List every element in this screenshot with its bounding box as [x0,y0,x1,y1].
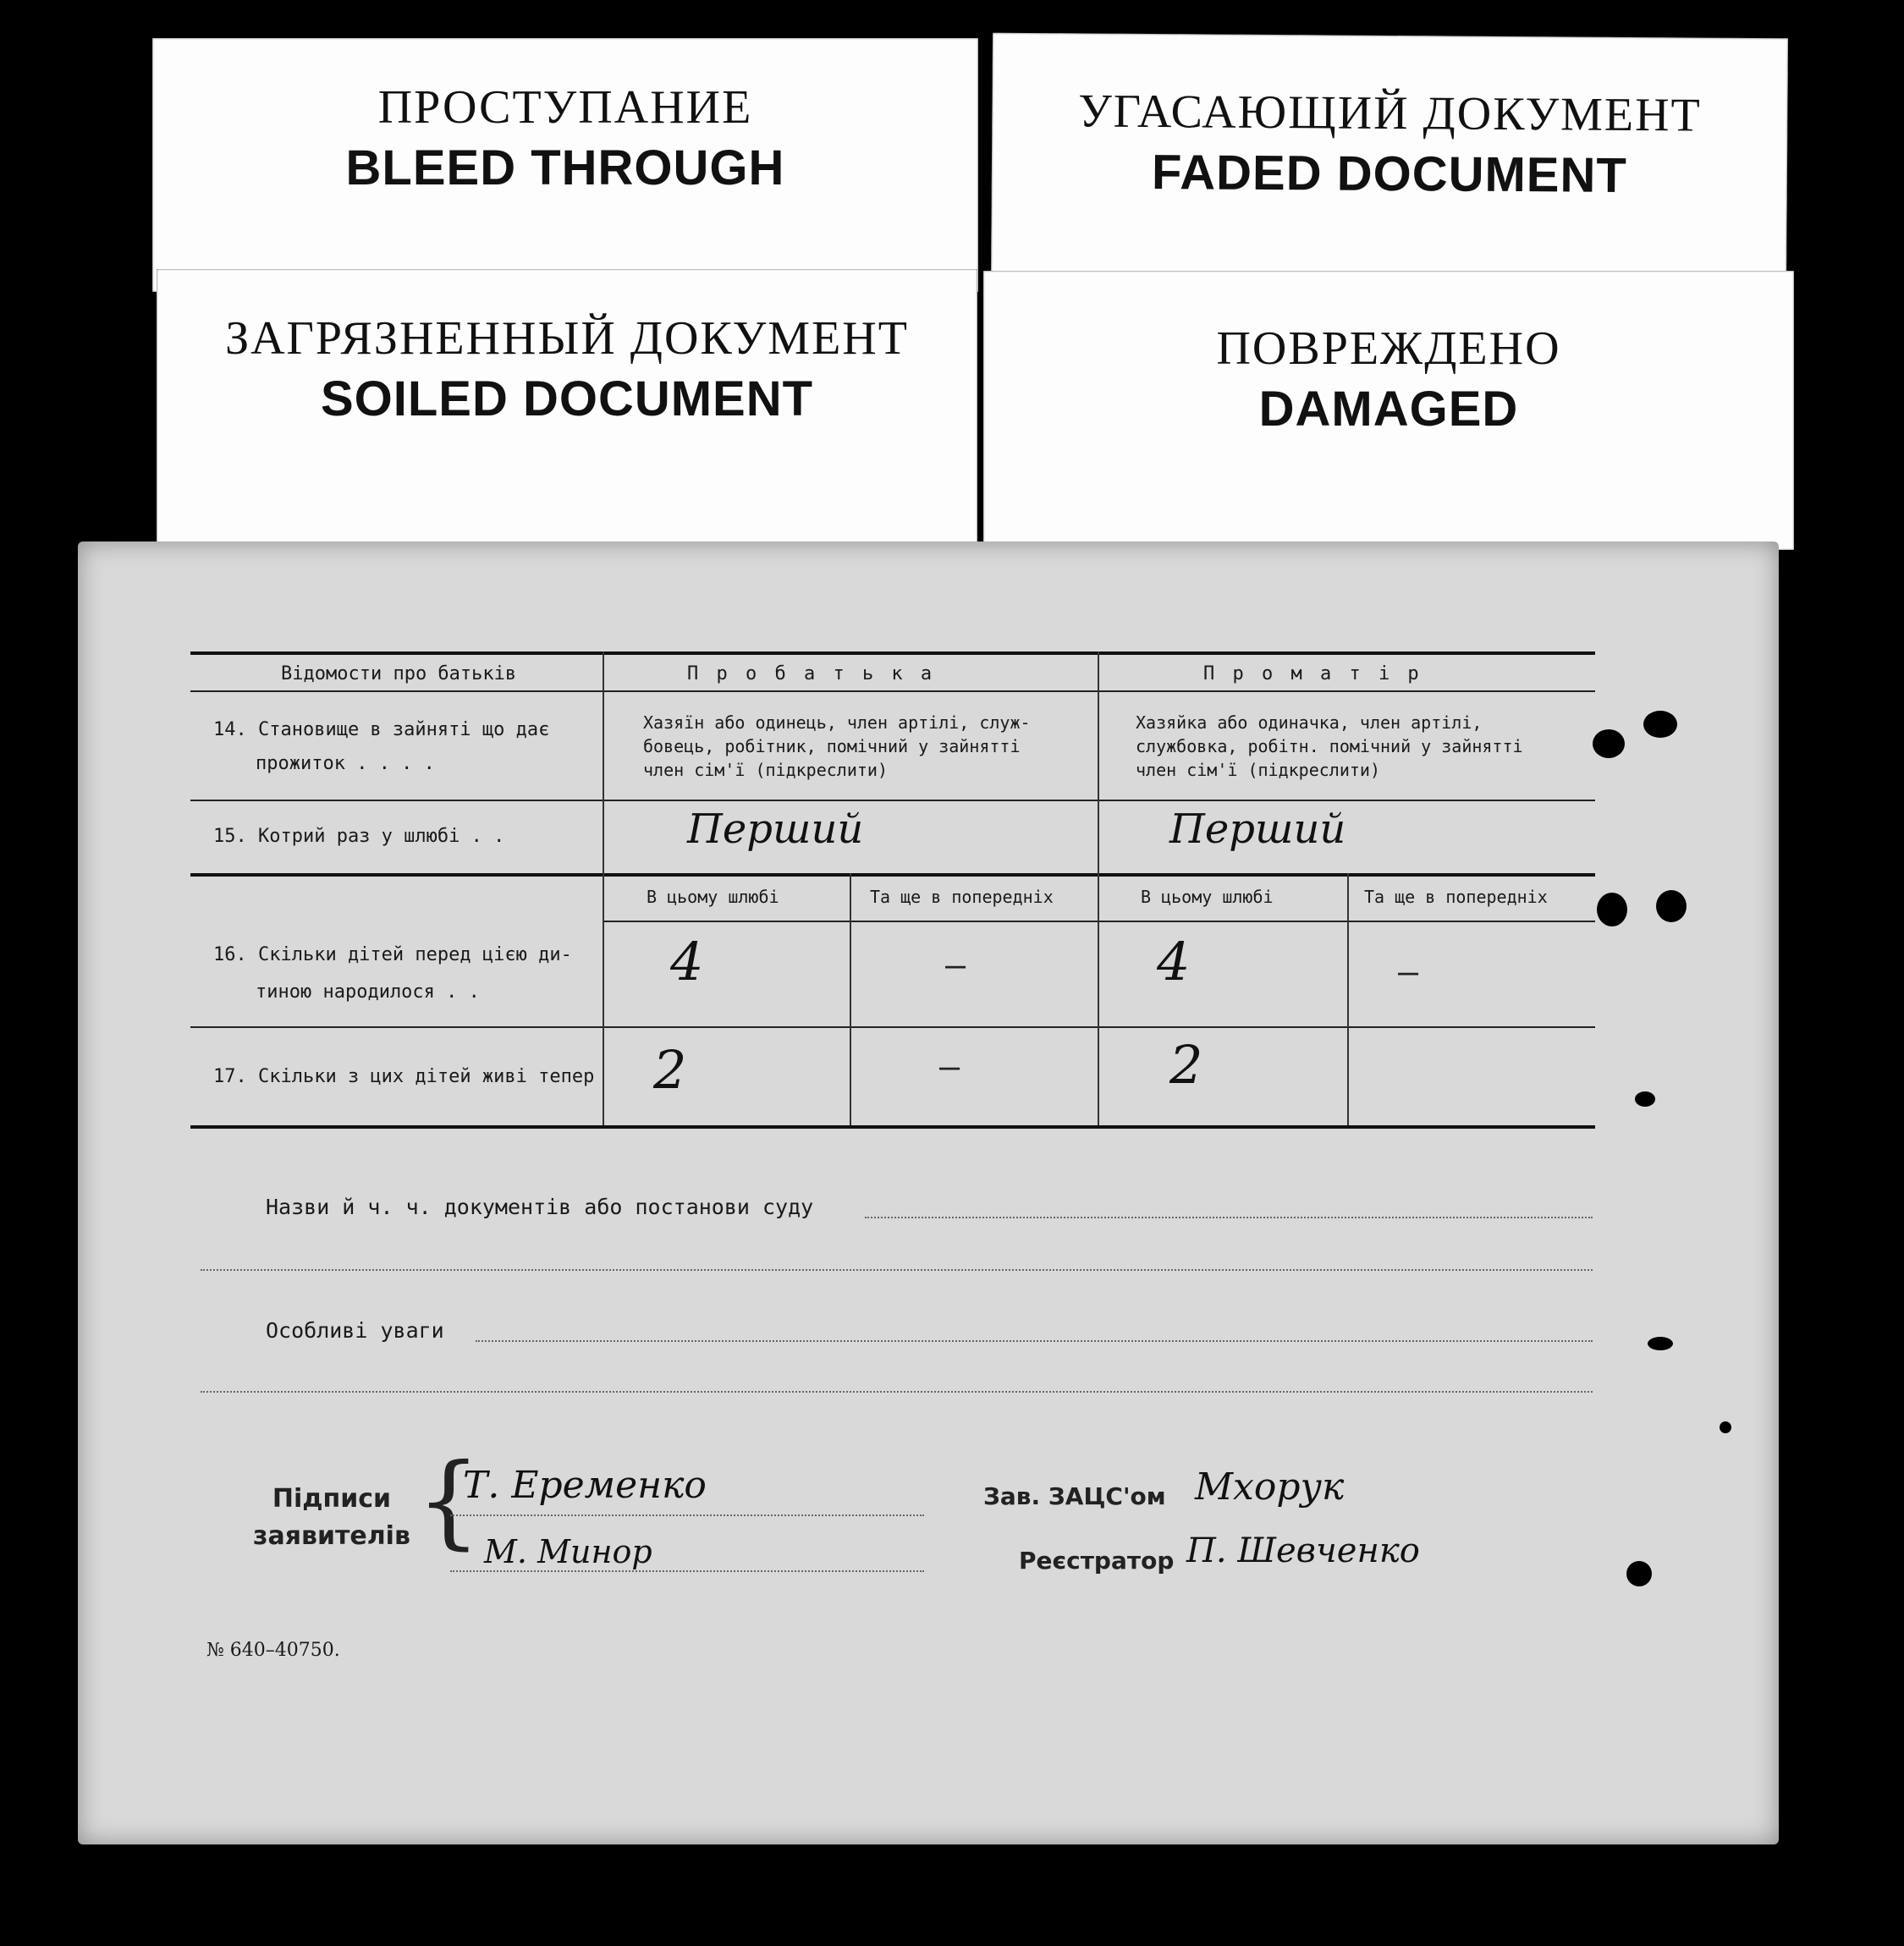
bleed-through-ru: ПРОСТУПАНИЕ [377,81,753,134]
soiled-document-en: SOILED DOCUMENT [320,371,814,426]
applicants-signatures-label [247,1481,416,1555]
registry-head-signature: Мхорук [1195,1465,1345,1509]
damage-hole [1656,890,1687,922]
col-divider-father-sub [850,873,851,1125]
row14-father-line2: бовець, робітник, помічний у зайнятті [643,736,1021,756]
damaged-card [983,271,1794,550]
row17-father-prev: – [939,1047,960,1086]
soiled-document-card [157,269,977,548]
row14-father-line1: Хазяїн або одинець, член артілі, служ- [643,712,1031,733]
row16-label-line1: 16. Скільки дітей перед цією ди- [213,944,572,965]
sub-father-previous: Та ще в попередніх [870,887,1054,907]
row14-mother-line3: член сім'ї (підкреслити) [1136,760,1380,780]
row16-rule [190,1026,1595,1028]
damage-hole [1720,1421,1731,1433]
bleed-through-en: BLEED THROUGH [345,140,785,195]
faded-document-en: FADED DOCUMENT [1151,145,1628,203]
row14-rule [190,800,1595,801]
row16-father-prev: – [945,946,966,985]
registry-head-label: Зав. ЗАЦС'ом [983,1482,1166,1510]
col-divider-2 [1098,651,1099,1125]
col-divider-mother-sub [1347,873,1349,1125]
documents-line-2 [201,1269,1593,1271]
row14-mother-line1: Хазяйка або одиначка, член артілі, [1136,712,1483,733]
applicant-signature-1: Т. Еременко [463,1464,707,1507]
col-divider-1 [603,651,604,1125]
row16-label-line2: тиною народилося . . [256,981,480,1003]
documents-label: Назви й ч. ч. документів або постанови суду [266,1195,814,1219]
signatures-brace: { [416,1443,482,1560]
row15-rule [190,873,1595,877]
notes-line-1 [476,1340,1593,1342]
sub-mother-this-marriage: В цьому шлюбі [1141,887,1274,907]
special-notes-label: Особливі уваги [266,1318,444,1343]
form-number: № 640–40750. [206,1640,340,1661]
row14-label-line2: прожиток . . . . [256,753,435,774]
damaged-ru: ПОВРЕЖДЕНО [1216,322,1561,375]
row16-mother-prev: – [1398,953,1419,992]
damage-hole [1597,893,1627,926]
header-about-mother: П р о м а т і р [1203,663,1422,684]
row16-mother-this: 4 [1157,931,1191,992]
bleed-through-card [152,38,978,292]
row15-mother-value: Перший [1169,805,1346,853]
row17-label: 17. Скільки з цих дітей живі тепер [213,1066,595,1087]
signature-line-2 [450,1570,924,1572]
damage-hole [1626,1561,1652,1586]
header-about-father: П р о б а т ь к а [687,663,936,684]
row14-label-line1: 14. Становище в зайняті що дає [213,719,550,740]
applicant-signature-2: М. Минор [484,1533,652,1570]
registrar-label: Реєстратор [1019,1547,1175,1575]
sub-mother-previous: Та ще в попередніх [1364,887,1548,907]
registrar-signature: П. Шевченко [1186,1531,1420,1570]
signatures-label-line2: заявителів [253,1521,410,1551]
row15-father-value: Перший [687,805,864,853]
registry-form [78,541,1779,1844]
table-top-rule [190,651,1595,655]
signatures-label-line1: Підписи [272,1484,392,1514]
notes-line-2 [201,1391,1593,1393]
row15-label: 15. Котрий раз у шлюбі . . [213,826,505,847]
damaged-en: DAMAGED [1258,382,1519,437]
faded-document-ru: УГАСАЮЩИЙ ДОКУМЕНТ [1077,85,1702,142]
row17-father-this: 2 [653,1039,687,1101]
row17-mother-this: 2 [1169,1034,1203,1096]
damage-hole [1635,1091,1655,1107]
row14-mother-line2: службовка, робітн. помічний у зайнятті [1136,736,1523,756]
damage-hole [1648,1337,1673,1350]
faded-document-card [991,33,1788,293]
soiled-document-ru: ЗАГРЯЗНЕННЫЙ ДОКУМЕНТ [225,312,909,365]
sub-father-this-marriage: В цьому шлюбі [647,887,779,907]
table-bottom-rule [190,1125,1595,1129]
row16-father-this: 4 [670,931,704,992]
damage-hole [1593,729,1625,758]
header-rule [190,690,1595,692]
damage-hole [1643,711,1677,738]
header-parents-info: Відомости про батьків [281,663,517,684]
signature-line-1 [450,1514,924,1516]
documents-line-1 [865,1217,1593,1218]
row14-father-line3: член сім'ї (підкреслити) [643,760,888,780]
